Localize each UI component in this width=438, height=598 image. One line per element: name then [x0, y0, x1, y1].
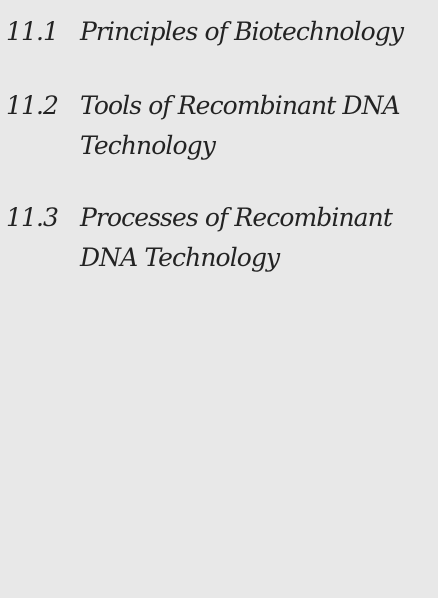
- section-title-line: Tools of Recombinant DNA: [80, 91, 400, 120]
- section-title: [80, 12, 436, 52]
- section-title: [80, 198, 436, 278]
- section-title: [80, 86, 436, 166]
- section-title-line: DNA Technology: [80, 243, 280, 272]
- section-title-line: Processes of Recombinant: [80, 203, 393, 232]
- section-title-line: Technology: [80, 131, 215, 160]
- section-title-line: Principles of Biotechnology: [80, 17, 404, 46]
- section-number: 11.1: [6, 17, 59, 46]
- section-number: 11.2: [6, 91, 59, 120]
- section-number: 11.3: [6, 203, 59, 232]
